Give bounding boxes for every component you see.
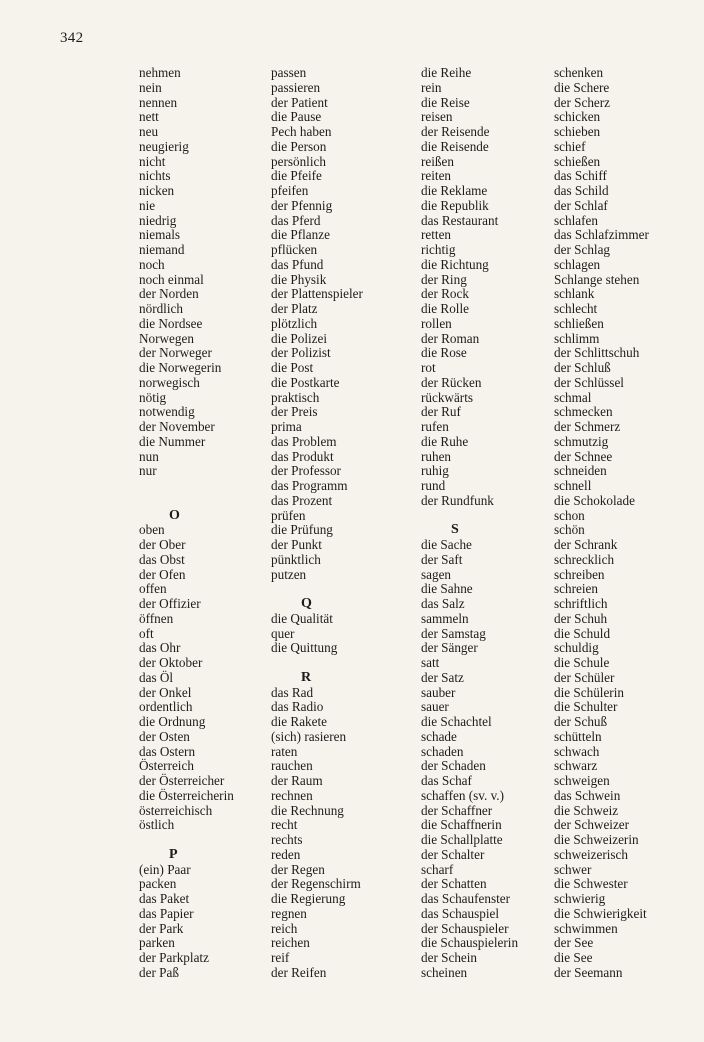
section-spacer bbox=[139, 479, 234, 494]
vocabulary-entry: der Satz bbox=[421, 669, 464, 685]
vocabulary-entry: reiten bbox=[421, 168, 452, 184]
vocabulary-entry: das Papier bbox=[139, 905, 194, 921]
vocabulary-entry: der Rundfunk bbox=[421, 492, 494, 508]
vocabulary-entry: Norwegen bbox=[139, 330, 194, 346]
vocabulary-entry: schlank bbox=[554, 286, 595, 302]
vocabulary-entry: die Reise bbox=[421, 94, 470, 110]
vocabulary-entry: der Reifen bbox=[271, 964, 327, 980]
vocabulary-entry: das Salz bbox=[421, 596, 465, 611]
section-letter-heading: P bbox=[169, 846, 178, 862]
vocabulary-entry: schwach bbox=[554, 743, 600, 759]
vocabulary-entry: schlimm bbox=[554, 330, 600, 346]
vocabulary-entry: notwendig bbox=[139, 404, 195, 420]
vocabulary-entry: schmecken bbox=[554, 404, 613, 420]
vocabulary-entry: putzen bbox=[271, 566, 307, 582]
vocabulary-entry: das Pferd bbox=[271, 212, 321, 228]
vocabulary-entry: schlagen bbox=[554, 256, 601, 272]
vocabulary-entry: der See bbox=[554, 935, 594, 951]
vocabulary-entry: der Raum bbox=[271, 773, 323, 788]
vocabulary-entry: regnen bbox=[271, 905, 307, 921]
vocabulary-entry: das Ohr bbox=[139, 640, 181, 656]
vocabulary-entry: nördlich bbox=[139, 301, 183, 316]
vocabulary-entry: der Regenschirm bbox=[271, 876, 361, 892]
vocabulary-entry: plötzlich bbox=[271, 315, 318, 331]
vocabulary-entry: das Paket bbox=[139, 891, 190, 906]
vocabulary-entry: nur bbox=[139, 463, 157, 479]
vocabulary-entry: die Physik bbox=[271, 271, 327, 287]
vocabulary-entry: reif bbox=[271, 950, 290, 965]
vocabulary-entry: oft bbox=[139, 625, 154, 641]
vocabulary-entry: der Norweger bbox=[139, 345, 212, 361]
vocabulary-entry: reichen bbox=[271, 935, 310, 951]
vocabulary-entry: offen bbox=[139, 581, 167, 597]
vocabulary-entry: Österreich bbox=[139, 758, 194, 774]
vocabulary-entry: reich bbox=[271, 920, 298, 936]
vocabulary-entry: die Reisende bbox=[421, 138, 489, 154]
vocabulary-entry: ruhen bbox=[421, 448, 452, 464]
vocabulary-entry: die Prüfung bbox=[271, 522, 333, 538]
vocabulary-entry: die Polizei bbox=[271, 330, 328, 346]
vocabulary-entry: retten bbox=[421, 227, 452, 243]
vocabulary-entry: sammeln bbox=[421, 610, 469, 626]
vocabulary-entry: schweigen bbox=[554, 773, 610, 788]
vocabulary-entry: die Qualität bbox=[271, 610, 333, 626]
vocabulary-entry: prima bbox=[271, 419, 302, 434]
vocabulary-entry: die Post bbox=[271, 360, 314, 375]
vocabulary-entry: schrecklich bbox=[554, 551, 615, 567]
vocabulary-entry: niedrig bbox=[139, 212, 177, 228]
vocabulary-entry: die Schere bbox=[554, 79, 610, 95]
vocabulary-entry: rauchen bbox=[271, 758, 313, 774]
vocabulary-entry: nennen bbox=[139, 94, 178, 110]
vocabulary-entry: reden bbox=[271, 846, 301, 862]
vocabulary-entry: der Schauspieler bbox=[421, 920, 509, 936]
word-column-1 bbox=[139, 66, 234, 981]
vocabulary-entry: (sich) rasieren bbox=[271, 728, 347, 744]
vocabulary-entry: der Offizier bbox=[139, 596, 201, 611]
vocabulary-entry: der Schatten bbox=[421, 876, 487, 892]
vocabulary-entry: prüfen bbox=[271, 507, 306, 523]
vocabulary-entry: scharf bbox=[421, 861, 454, 877]
vocabulary-entry: die Schuld bbox=[554, 625, 611, 641]
vocabulary-entry: der Schmerz bbox=[554, 419, 621, 434]
vocabulary-entry: das Obst bbox=[139, 551, 185, 567]
section-spacer bbox=[271, 582, 363, 597]
vocabulary-entry: die Nummer bbox=[139, 433, 206, 449]
vocabulary-entry: schenken bbox=[554, 65, 604, 80]
vocabulary-entry: der Schlag bbox=[554, 242, 611, 257]
vocabulary-entry: der Schnee bbox=[554, 448, 613, 464]
vocabulary-entry: der Park bbox=[139, 920, 184, 936]
vocabulary-entry: das Radio bbox=[271, 699, 324, 715]
vocabulary-entry: der Parkplatz bbox=[139, 950, 209, 965]
vocabulary-entry: packen bbox=[139, 876, 177, 892]
vocabulary-entry: das Programm bbox=[271, 478, 348, 493]
vocabulary-entry: schuldig bbox=[554, 640, 599, 656]
vocabulary-entry: oben bbox=[139, 522, 165, 538]
word-column-2 bbox=[271, 66, 363, 981]
vocabulary-entry: sauer bbox=[421, 699, 449, 715]
vocabulary-entry: der Roman bbox=[421, 330, 480, 346]
vocabulary-entry: schaffen (sv. v.) bbox=[421, 787, 504, 803]
vocabulary-entry: der Österreicher bbox=[139, 773, 225, 788]
vocabulary-entry: ordentlich bbox=[139, 699, 193, 715]
vocabulary-entry: der Platz bbox=[271, 301, 318, 316]
vocabulary-entry: schmal bbox=[554, 389, 592, 405]
vocabulary-entry: der Ofen bbox=[139, 566, 186, 582]
vocabulary-entry: der Samstag bbox=[421, 625, 486, 641]
vocabulary-entry: der Polizist bbox=[271, 345, 331, 361]
vocabulary-entry: niemals bbox=[139, 227, 181, 243]
vocabulary-entry: schütteln bbox=[554, 728, 602, 744]
vocabulary-entry: rechnen bbox=[271, 787, 313, 803]
vocabulary-entry: quer bbox=[271, 625, 295, 641]
vocabulary-entry: recht bbox=[271, 817, 298, 833]
vocabulary-entry: der Sänger bbox=[421, 640, 478, 656]
vocabulary-entry: die Rolle bbox=[421, 301, 469, 316]
vocabulary-entry: rot bbox=[421, 360, 436, 375]
vocabulary-entry: der Schüler bbox=[554, 669, 615, 685]
vocabulary-entry: norwegisch bbox=[139, 374, 200, 390]
vocabulary-entry: satt bbox=[421, 655, 440, 670]
vocabulary-entry: die Schweiz bbox=[554, 802, 619, 818]
vocabulary-entry: die Schülerin bbox=[554, 684, 624, 700]
vocabulary-entry: schade bbox=[421, 728, 457, 744]
vocabulary-entry: rufen bbox=[421, 419, 449, 434]
vocabulary-entry: persönlich bbox=[271, 153, 326, 169]
vocabulary-entry: das Schaufenster bbox=[421, 891, 510, 906]
vocabulary-entry: das Schwein bbox=[554, 787, 621, 803]
vocabulary-entry: passieren bbox=[271, 79, 321, 95]
vocabulary-entry: das Schild bbox=[554, 183, 609, 198]
vocabulary-entry: neu bbox=[139, 124, 159, 139]
vocabulary-entry: der Ober bbox=[139, 537, 186, 552]
vocabulary-entry: der Norden bbox=[139, 286, 199, 302]
section-letter-heading: Q bbox=[301, 596, 312, 611]
vocabulary-entry: die See bbox=[554, 950, 593, 965]
vocabulary-entry: die Quittung bbox=[271, 640, 338, 656]
vocabulary-entry: schieben bbox=[554, 124, 601, 139]
vocabulary-entry: die Rose bbox=[421, 345, 467, 361]
vocabulary-entry: der Schuß bbox=[554, 714, 608, 729]
section-spacer bbox=[139, 833, 234, 848]
vocabulary-entry: nicken bbox=[139, 183, 175, 198]
vocabulary-entry: öffnen bbox=[139, 610, 174, 626]
vocabulary-entry: die Nordsee bbox=[139, 315, 203, 331]
vocabulary-entry: schreien bbox=[554, 581, 598, 597]
vocabulary-entry: nun bbox=[139, 448, 159, 464]
vocabulary-entry: das Schauspiel bbox=[421, 905, 500, 921]
vocabulary-entry: der Patient bbox=[271, 94, 328, 110]
vocabulary-entry: (ein) Paar bbox=[139, 861, 191, 877]
vocabulary-entry: die Richtung bbox=[421, 256, 489, 272]
vocabulary-entry: schlecht bbox=[554, 301, 598, 316]
vocabulary-entry: rückwärts bbox=[421, 389, 473, 405]
vocabulary-entry: reisen bbox=[421, 109, 453, 125]
section-spacer bbox=[271, 656, 363, 671]
vocabulary-entry: niemand bbox=[139, 242, 185, 257]
vocabulary-entry: schon bbox=[554, 507, 585, 523]
vocabulary-entry: nichts bbox=[139, 168, 171, 184]
vocabulary-entry: der Punkt bbox=[271, 537, 322, 552]
vocabulary-entry: richtig bbox=[421, 242, 456, 257]
vocabulary-entry: der Onkel bbox=[139, 684, 192, 700]
vocabulary-entry: die Schweizerin bbox=[554, 832, 639, 847]
section-letter-heading: O bbox=[169, 507, 180, 523]
vocabulary-entry: schmutzig bbox=[554, 433, 609, 449]
vocabulary-entry: nein bbox=[139, 79, 162, 95]
vocabulary-entry: der Pfennig bbox=[271, 197, 333, 213]
vocabulary-entry: der Schlittschuh bbox=[554, 345, 640, 361]
vocabulary-entry: schwarz bbox=[554, 758, 598, 774]
vocabulary-entry: die Pflanze bbox=[271, 227, 330, 243]
vocabulary-entry: die Schokolade bbox=[554, 492, 635, 508]
vocabulary-entry: noch einmal bbox=[139, 271, 204, 287]
vocabulary-entry: der Schlaf bbox=[554, 197, 608, 213]
vocabulary-entry: der Schaden bbox=[421, 758, 486, 774]
vocabulary-entry: der Saft bbox=[421, 551, 463, 567]
vocabulary-entry: rein bbox=[421, 79, 442, 95]
vocabulary-entry: der Regen bbox=[271, 861, 325, 877]
vocabulary-entry: schaden bbox=[421, 743, 464, 759]
vocabulary-entry: die Rakete bbox=[271, 714, 328, 729]
vocabulary-entry: schön bbox=[554, 522, 585, 538]
vocabulary-entry: der Schlüssel bbox=[554, 374, 624, 390]
vocabulary-entry: noch bbox=[139, 256, 165, 272]
vocabulary-entry: Schlange stehen bbox=[554, 271, 640, 287]
vocabulary-entry: der Plattenspieler bbox=[271, 286, 363, 302]
vocabulary-entry: sauber bbox=[421, 684, 456, 700]
vocabulary-entry: reißen bbox=[421, 153, 454, 169]
vocabulary-entry: der Schalter bbox=[421, 846, 485, 862]
vocabulary-entry: nehmen bbox=[139, 65, 181, 80]
vocabulary-entry: das Pfund bbox=[271, 256, 324, 272]
vocabulary-entry: pünktlich bbox=[271, 551, 321, 567]
vocabulary-entry: die Rechnung bbox=[271, 802, 344, 818]
vocabulary-entry: rund bbox=[421, 478, 446, 493]
vocabulary-entry: schicken bbox=[554, 109, 601, 125]
vocabulary-entry: schneiden bbox=[554, 463, 607, 479]
vocabulary-entry: der Schrank bbox=[554, 537, 618, 552]
vocabulary-entry: die Schallplatte bbox=[421, 832, 503, 847]
vocabulary-entry: die Schule bbox=[554, 655, 610, 670]
vocabulary-entry: das Rad bbox=[271, 684, 314, 700]
vocabulary-entry: der Oktober bbox=[139, 655, 203, 670]
vocabulary-entry: die Sache bbox=[421, 537, 472, 552]
vocabulary-entry: der Ring bbox=[421, 271, 467, 287]
section-spacer bbox=[421, 509, 518, 524]
vocabulary-entry: das Restaurant bbox=[421, 212, 499, 228]
vocabulary-entry: der Professor bbox=[271, 463, 341, 479]
vocabulary-entry: schreiben bbox=[554, 566, 605, 582]
vocabulary-entry: der Rücken bbox=[421, 374, 482, 390]
vocabulary-entry: raten bbox=[271, 743, 298, 759]
vocabulary-entry: die Schachtel bbox=[421, 714, 492, 729]
vocabulary-entry: östlich bbox=[139, 817, 175, 833]
vocabulary-entry: der Schweizer bbox=[554, 817, 630, 833]
vocabulary-entry: schwer bbox=[554, 861, 592, 877]
vocabulary-entry: die Österreicherin bbox=[139, 787, 234, 803]
page-number: 342 bbox=[60, 30, 84, 46]
vocabulary-entry: die Person bbox=[271, 138, 327, 154]
vocabulary-entry: die Schwester bbox=[554, 876, 628, 892]
vocabulary-entry: passen bbox=[271, 65, 307, 80]
vocabulary-entry: praktisch bbox=[271, 389, 320, 405]
vocabulary-entry: sagen bbox=[421, 566, 452, 582]
vocabulary-entry: das Schaf bbox=[421, 773, 472, 788]
vocabulary-entry: die Schwierigkeit bbox=[554, 905, 647, 921]
vocabulary-entry: der Osten bbox=[139, 728, 190, 744]
vocabulary-entry: die Regierung bbox=[271, 891, 346, 906]
section-spacer bbox=[139, 494, 234, 509]
vocabulary-entry: der Scherz bbox=[554, 94, 611, 110]
vocabulary-entry: die Republik bbox=[421, 197, 489, 213]
vocabulary-entry: die Sahne bbox=[421, 581, 473, 597]
vocabulary-entry: schriftlich bbox=[554, 596, 608, 611]
vocabulary-entry: das Ostern bbox=[139, 743, 196, 759]
vocabulary-entry: rechts bbox=[271, 832, 303, 847]
vocabulary-entry: schweizerisch bbox=[554, 846, 628, 862]
vocabulary-entry: österreichisch bbox=[139, 802, 213, 818]
vocabulary-entry: die Ruhe bbox=[421, 433, 469, 449]
vocabulary-entry: schief bbox=[554, 138, 586, 154]
vocabulary-entry: der Paß bbox=[139, 964, 179, 980]
vocabulary-entry: das Schlafzimmer bbox=[554, 227, 649, 243]
vocabulary-entry: die Reklame bbox=[421, 183, 488, 198]
vocabulary-entry: nicht bbox=[139, 153, 166, 169]
vocabulary-entry: die Ordnung bbox=[139, 714, 206, 729]
word-column-4 bbox=[554, 66, 649, 981]
vocabulary-entry: der Ruf bbox=[421, 404, 461, 420]
vocabulary-entry: der November bbox=[139, 419, 215, 434]
vocabulary-entry: der Seemann bbox=[554, 964, 623, 980]
section-letter-heading: R bbox=[301, 669, 312, 685]
vocabulary-entry: das Produkt bbox=[271, 448, 334, 464]
vocabulary-entry: schließen bbox=[554, 315, 604, 331]
vocabulary-entry: schwierig bbox=[554, 891, 606, 906]
vocabulary-entry: die Schauspielerin bbox=[421, 935, 519, 951]
vocabulary-entry: nett bbox=[139, 109, 159, 125]
vocabulary-entry: pfeifen bbox=[271, 183, 309, 198]
vocabulary-entry: die Schaffnerin bbox=[421, 817, 502, 833]
vocabulary-entry: der Preis bbox=[271, 404, 318, 420]
vocabulary-entry: schießen bbox=[554, 153, 601, 169]
vocabulary-entry: rollen bbox=[421, 315, 452, 331]
vocabulary-entry: der Schein bbox=[421, 950, 478, 965]
vocabulary-entry: der Reisende bbox=[421, 124, 490, 139]
vocabulary-entry: nie bbox=[139, 197, 156, 213]
vocabulary-entry: das Prozent bbox=[271, 492, 333, 508]
vocabulary-entry: die Postkarte bbox=[271, 374, 340, 390]
vocabulary-entry: pflücken bbox=[271, 242, 318, 257]
vocabulary-entry: der Schaffner bbox=[421, 802, 493, 818]
vocabulary-entry: der Schluß bbox=[554, 360, 611, 375]
vocabulary-entry: schlafen bbox=[554, 212, 598, 228]
vocabulary-entry: das Problem bbox=[271, 433, 337, 449]
vocabulary-entry: die Reihe bbox=[421, 65, 472, 80]
word-column-3 bbox=[421, 66, 518, 981]
vocabulary-entry: Pech haben bbox=[271, 124, 332, 139]
vocabulary-entry: neugierig bbox=[139, 138, 189, 154]
vocabulary-entry: parken bbox=[139, 935, 175, 951]
vocabulary-entry: der Rock bbox=[421, 286, 469, 302]
section-letter-heading: S bbox=[451, 522, 459, 538]
vocabulary-entry: das Schiff bbox=[554, 168, 607, 184]
vocabulary-entry: das Öl bbox=[139, 669, 174, 685]
vocabulary-entry: schnell bbox=[554, 478, 592, 493]
vocabulary-entry: die Pause bbox=[271, 109, 322, 125]
vocabulary-entry: scheinen bbox=[421, 964, 468, 980]
vocabulary-entry: die Pfeife bbox=[271, 168, 322, 184]
vocabulary-entry: die Schulter bbox=[554, 699, 618, 715]
vocabulary-entry: schwimmen bbox=[554, 920, 618, 936]
vocabulary-entry: die Norwegerin bbox=[139, 360, 222, 375]
vocabulary-entry: der Schuh bbox=[554, 610, 608, 626]
vocabulary-entry: ruhig bbox=[421, 463, 449, 479]
vocabulary-entry: nötig bbox=[139, 389, 167, 405]
